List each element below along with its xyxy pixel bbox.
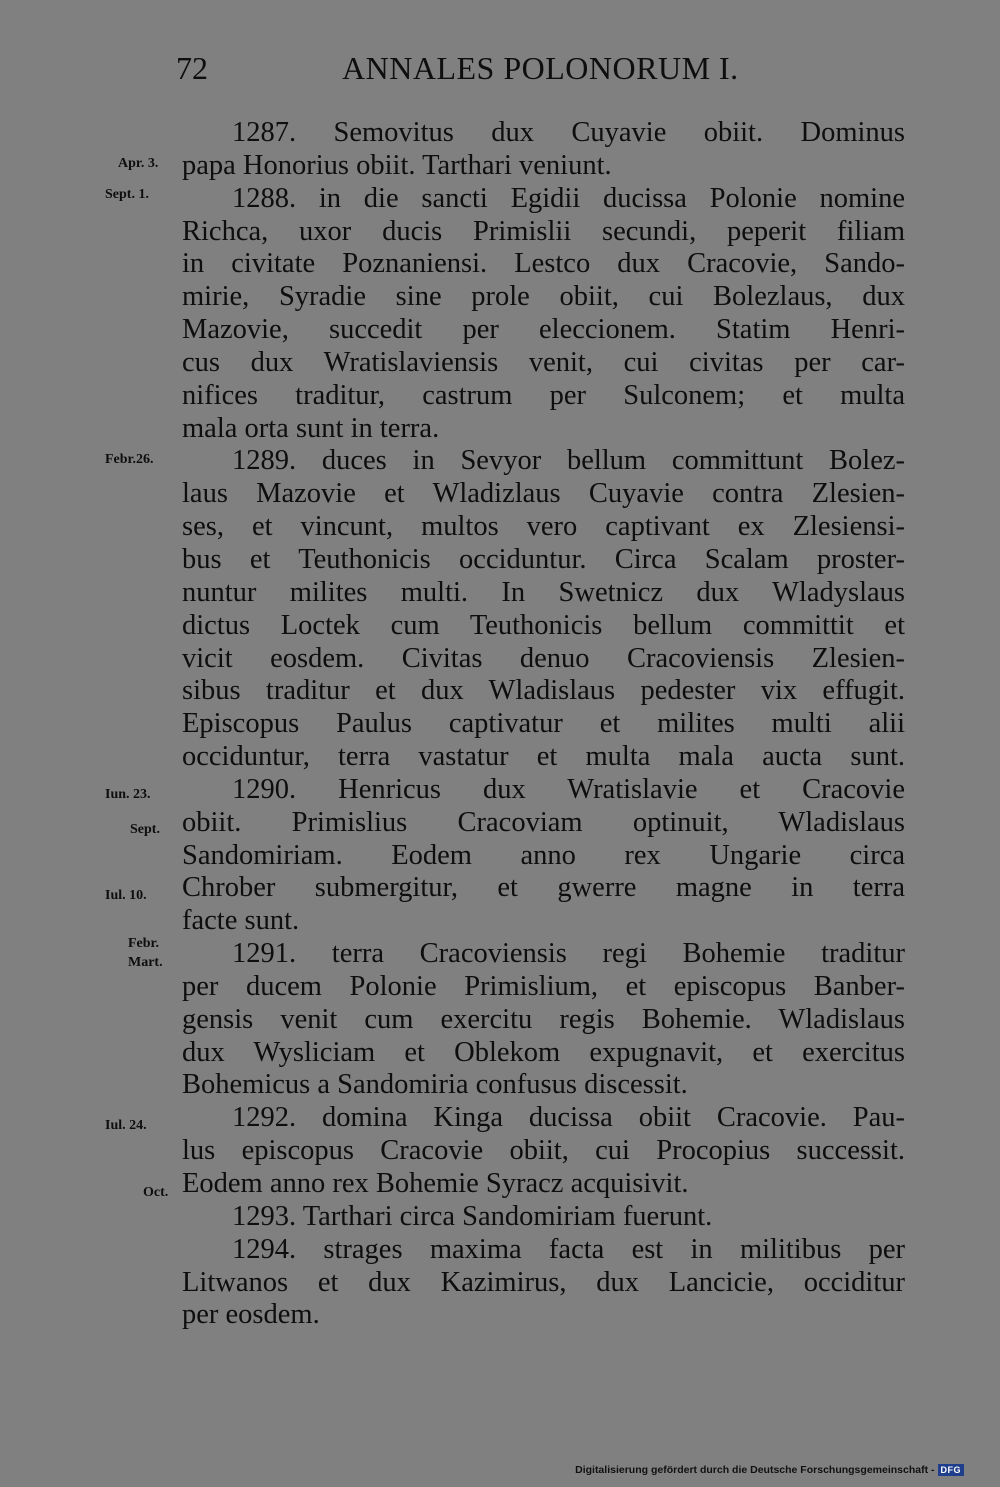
text-line: 1291. terra Cracoviensis regi Bohemie traditur [232,938,905,970]
margin-note-febr-26: Febr.26. [105,452,154,467]
text-line: dictus Loctek cum Teuthonicis bellum committit et [182,609,905,641]
text-line: gensis venit cum exercitu regis Bohemie. Wladislaus [182,1003,905,1035]
text-line: mala orta sunt in terra. [182,412,440,444]
margin-note-iun-23: Iun. 23. [105,787,151,802]
margin-note-mart: Mart. [128,955,163,970]
running-title: ANNALES POLONORUM I. [342,50,739,86]
text-line: dux Wysliciam et Oblekom expugnavit, et exercitus [182,1036,905,1068]
text-line: Episcopus Paulus captivatur et milites multi alii [182,708,905,740]
text-line: Mazovie, succedit per eleccionem. Statim Henri- [182,314,905,346]
text-line: cus dux Wratislaviensis venit, cui civitas per car- [182,346,905,378]
text-line: per eosdem. [182,1299,320,1331]
text-line: Chrober submergitur, et gwerre magne in terra [182,872,905,904]
dfg-logo: DFG [938,1464,965,1476]
text-line: mirie, Syradie sine prole obiit, cui Bolezlaus, dux [182,281,905,313]
text-line: Bohemicus a Sandomiria confusus discessit. [182,1069,688,1101]
text-line: 1288. in die sancti Egidii ducissa Polonie nomine [232,182,905,214]
text-line: lus episcopus Cracovie obiit, cui Procopius successit. [182,1135,905,1167]
text-line: 1289. duces in Sevyor bellum committunt Bolez- [232,445,905,477]
credit-text: Digitalisierung gefördert durch die Deutsche Forschungsgemeinschaft - [575,1464,935,1476]
text-line: facte sunt. [182,905,300,937]
margin-notes [0,0,182,1487]
text-line: Eodem anno rex Bohemie Syracz acquisivit. [182,1168,689,1199]
margin-note-oct: Oct. [143,1185,169,1200]
text-line: nuntur milites multi. In Swetnicz dux Wladyslaus [182,576,905,608]
margin-note-sept: Sept. [130,822,160,837]
margin-note-sept-1: Sept. 1. [105,187,149,202]
text-line: papa Honorius obiit. Tarthari veniunt. [182,149,612,181]
text-line: ses, et vincunt, multos vero captivant ex Zlesiensi- [182,511,905,543]
text-line: sibus traditur et dux Wladislaus pedester vix effugit. [182,675,905,707]
text-line: in civitate Poznaniensi. Lestco dux Cracovie, Sando- [182,248,905,280]
main-text [182,117,905,1332]
text-line: 1293. Tarthari circa Sandomiriam fuerunt. [232,1200,713,1232]
text-line: obiit. Primislius Cracoviam optinuit, Wladislaus [182,806,905,838]
text-line: Sandomiriam. Eodem anno rex Ungarie circa [182,839,905,871]
page-number: 72 [176,50,208,86]
margin-note-iul-24: Iul. 24. [105,1118,147,1133]
text-line: 1294. strages maxima facta est in militibus per [232,1233,905,1265]
text-line: Litwanos et dux Kazimirus, dux Lancicie, occiditur [182,1266,905,1298]
text-line: 1287. Semovitus dux Cuyavie obiit. Dominus [232,117,905,148]
text-line: per ducem Polonie Primislium, et episcopus Banber- [182,970,905,1002]
text-line: nifices traditur, castrum per Sulconem; et multa [182,379,905,411]
text-line: 1292. domina Kinga ducissa obiit Cracovie. Pau- [232,1102,905,1134]
margin-note-apr-3: Apr. 3. [118,156,159,171]
text-line: vicit eosdem. Civitas denuo Cracoviensis Zlesien- [182,642,905,674]
digitization-credit [575,1464,964,1476]
margin-note-iul-10: Iul. 10. [105,888,147,903]
margin-note-febr: Febr. [128,936,159,951]
text-line: occiduntur, terra vastatur et multa mala aucta sunt. [182,741,905,773]
text-line: Richca, uxor ducis Primislii secundi, peperit filiam [182,215,905,247]
text-line: 1290. Henricus dux Wratislavie et Cracovie [232,773,905,805]
text-line: laus Mazovie et Wladizlaus Cuyavie contra Zlesien- [182,478,905,510]
text-line: bus et Teuthonicis occiduntur. Circa Scalam proster- [182,543,905,575]
